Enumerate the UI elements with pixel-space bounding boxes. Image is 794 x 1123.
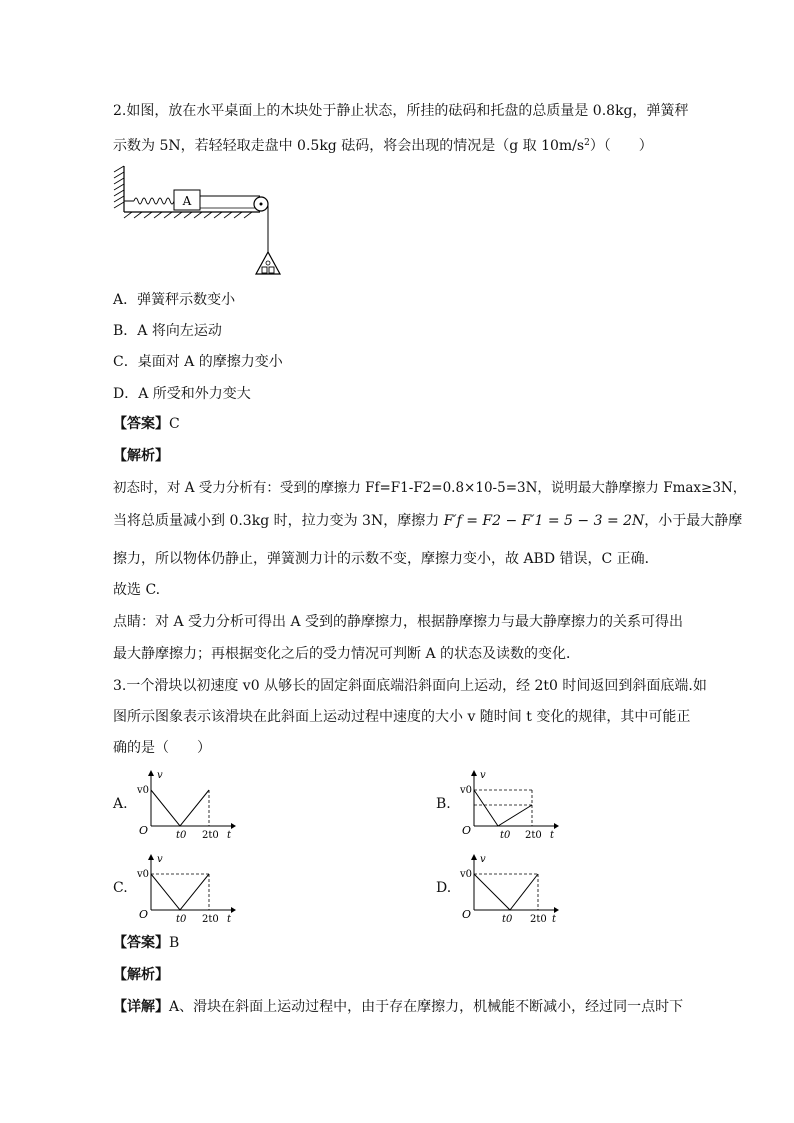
svg-text:t0: t0 — [176, 914, 187, 924]
svg-text:O: O — [139, 908, 149, 921]
svg-text:v0: v0 — [137, 869, 150, 880]
svg-text:t0: t0 — [500, 830, 511, 840]
svg-text:v0: v0 — [460, 785, 473, 796]
q2-stem-line1: 2.如图，放在水平桌面上的木块处于静止状态，所挂的砝码和托盘的总质量是 0.8kg，弹簧秤 — [113, 103, 689, 119]
svg-text:t: t — [227, 914, 232, 924]
q3-analysis-heading: 【解析】 — [113, 967, 169, 983]
q2-option-c: C．桌面对 A 的摩擦力变小 — [113, 354, 283, 370]
graph-d — [458, 852, 563, 924]
q2-analysis-line3: 擦力，所以物体仍静止，弹簧测力计的示数不变，摩擦力变小，故 ABD 错误，C 正确． — [113, 551, 659, 567]
svg-text:t0: t0 — [176, 830, 187, 840]
svg-text:v: v — [480, 854, 486, 865]
svg-text:t: t — [550, 830, 555, 840]
svg-text:2t0: 2t0 — [202, 830, 219, 840]
svg-text:2t0: 2t0 — [202, 914, 219, 924]
block-a-label: A — [182, 194, 192, 208]
friction-formula: F′f = F2 − F′1 = 5 − 3 = 2N — [443, 513, 645, 529]
q3-detail: 【详解】A、滑块在斜面上运动过程中，由于存在摩擦力，机械能不断减小，经过同一点时下 — [113, 999, 684, 1015]
graph-b — [458, 768, 563, 840]
q2-analysis-line2: 当将总质量减小到 0.3kg 时，拉力变为 3N，摩擦力 F′f = F2 − F′1 = 5 − 3 = 2N，小于最大静摩 — [113, 513, 743, 529]
q3-stem-line2: 图所示图象表示该滑块在此斜面上运动过程中速度的大小 v 随时间 t 变化的规律，其中可能正 — [113, 709, 691, 725]
q2-figure — [110, 160, 290, 280]
q2-conclusion: 故选 C. — [113, 582, 161, 598]
svg-text:2t0: 2t0 — [530, 914, 547, 924]
q3-option-b-label: B. — [436, 796, 451, 812]
svg-text:t: t — [227, 830, 232, 840]
q3-answer: 【答案】B — [113, 935, 180, 951]
q2-note-line2: 最大静摩擦力；再根据变化之后的受力情况可判断 A 的状态及读数的变化． — [113, 646, 581, 662]
q3-stem-line1: 3.一个滑块以初速度 v0 从够长的固定斜面底端沿斜面向上运动，经 2t0 时间返回到斜面底端.如 — [113, 678, 707, 694]
q2-stem-line2: 示数为 5N，若轻轻取走盘中 0.5kg 砝码，将会出现的情况是（g 取 $10m/s^2$）（ ） — [113, 138, 653, 154]
svg-text:v0: v0 — [137, 785, 150, 796]
q3-stem-line3: 确的是（ ） — [113, 740, 211, 756]
q3-option-a-label: A. — [113, 796, 128, 812]
svg-text:t: t — [552, 914, 557, 924]
q2-option-b: B．A 将向左运动 — [113, 323, 222, 339]
q2-answer: 【答案】C — [113, 416, 180, 432]
svg-text:v: v — [157, 770, 163, 781]
graph-c — [135, 852, 240, 924]
svg-text:2t0: 2t0 — [525, 830, 542, 840]
q2-analysis-heading: 【解析】 — [113, 448, 169, 464]
svg-text:v0: v0 — [460, 869, 473, 880]
svg-text:O: O — [139, 824, 149, 837]
svg-text:O: O — [462, 824, 472, 837]
svg-text:O: O — [462, 908, 472, 921]
q3-option-d-label: D. — [436, 880, 452, 896]
q3-option-c-label: C. — [113, 880, 128, 896]
q2-option-a: A．弹簧秤示数变小 — [113, 292, 236, 308]
svg-text:t0: t0 — [502, 914, 513, 924]
svg-text:v: v — [157, 854, 163, 865]
q2-option-d: D．A 所受和外力变大 — [113, 386, 251, 402]
graph-a — [135, 768, 240, 840]
q2-note-line1: 点睛：对 A 受力分析可得出 A 受到的静摩擦力，根据静摩擦力与最大静摩擦力的关系可得出 — [113, 614, 684, 630]
q2-analysis-line1: 初态时，对 A 受力分析有：受到的摩擦力 Ff=F1-F2=0.8×10-5=3N，说明最大静摩擦力 Fmax≥3N， — [113, 480, 747, 496]
svg-text:v: v — [480, 770, 486, 781]
